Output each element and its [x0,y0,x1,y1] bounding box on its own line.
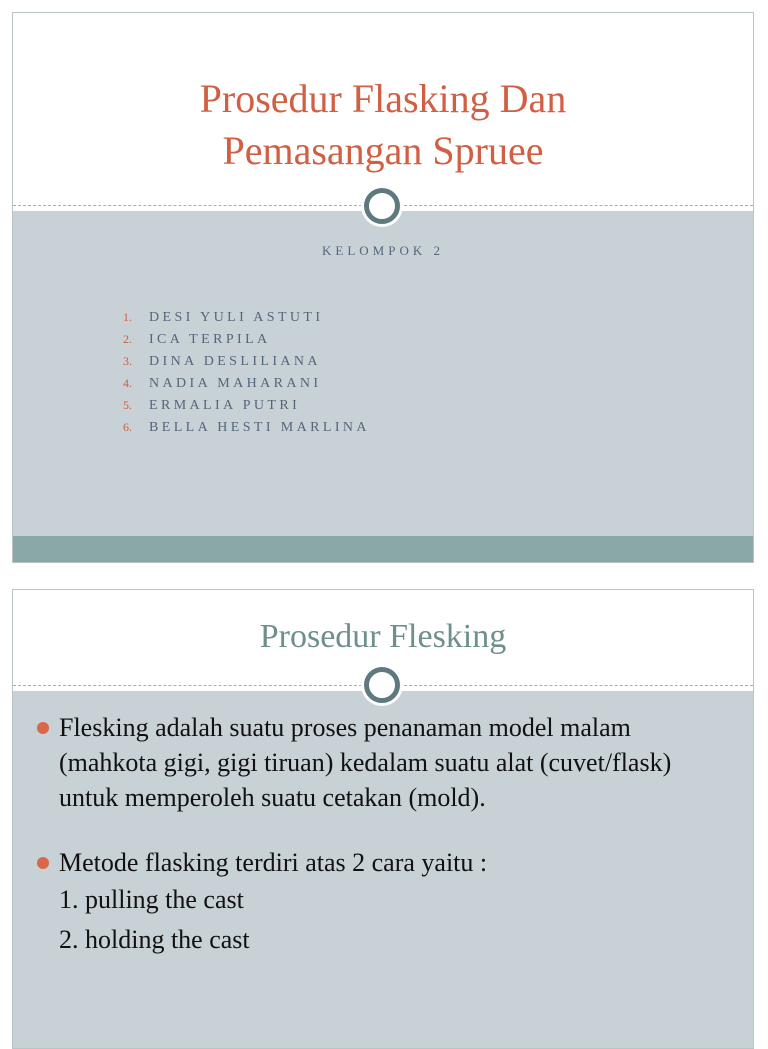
member-name: BELLA HESTI MARLINA [149,420,370,435]
list-number: 4. [123,376,132,390]
list-number: 1. [123,310,132,324]
slide-2-title: Prosedur Flesking [259,618,507,655]
slide-1-title-area [13,13,753,203]
method-item: 1. pulling the cast [59,885,244,914]
list-number: 2. [123,332,132,346]
title-line-1: Prosedur Flasking Dan [199,76,567,121]
slide-1-footer-band [13,536,753,562]
ring-ornament-icon [364,188,400,224]
member-name: DINA DESLILIANA [149,354,321,369]
member-name: ICA TERPILA [149,332,271,347]
group-subtitle: KELOMPOK 2 [322,243,444,258]
list-item [123,350,370,372]
slide-1 [12,12,754,563]
slide-1-title [13,73,753,177]
slide-2 [12,589,754,1049]
bullet-list [33,710,733,960]
member-name: NADIA MAHARANI [149,376,322,391]
member-list [123,306,370,438]
member-name: ERMALIA PUTRI [149,398,301,413]
list-item [123,416,370,438]
list-item [123,328,370,350]
bullet-dot-icon [37,857,49,869]
list-item [123,372,370,394]
bullet-item [33,845,733,880]
list-number: 6. [123,420,132,434]
list-item [123,306,370,328]
list-item [123,394,370,416]
bullet-text-definition: Flesking adalah suatu proses penanaman model malam (mahkota gigi, gigi tiruan) kedalam suatu alat (cuvet/flask) untuk memperoleh suatu cetakan (mold). [59,713,672,812]
method-item: 2. holding the cast [59,925,250,954]
list-number: 5. [123,398,132,412]
list-number: 3. [123,354,132,368]
bullet-dot-icon [37,722,49,734]
bullet-item [33,710,733,815]
ring-ornament-icon [364,667,400,703]
member-name: DESI YULI ASTUTI [149,310,324,325]
title-line-2: Pemasangan Spruee [222,128,544,173]
bullet-text-methods: Metode flasking terdiri atas 2 cara yaitu : [59,848,488,877]
